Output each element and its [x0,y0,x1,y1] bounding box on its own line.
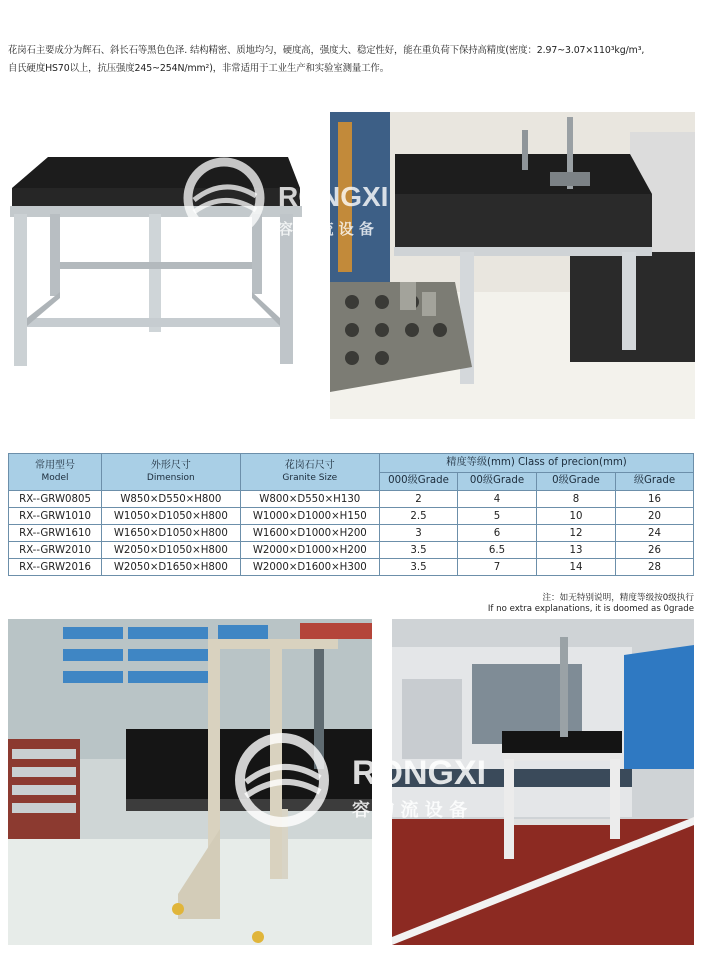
header-grade-1: 级Grade [615,472,693,491]
cell-dimension: W850×D550×H800 [102,491,240,508]
cell-grade-1: 20 [615,508,693,525]
cell-grade-1: 26 [615,542,693,559]
note-cn: 注：如无特别说明，精度等级按0级执行 [542,593,694,603]
cell-model: RX--GRW1610 [9,525,102,542]
cell-granite: W1000×D1000×H150 [240,508,379,525]
application-photo-lab [8,619,372,945]
header-dimension-en: Dimension [146,473,195,483]
intro-line-1: 花岗石主要成分为辉石、斜长石等黑色色泽. 结构精密、质地均匀，硬度高，强度大、稳定性好，能在重负荷下保持高精度(密度：2.97~3.07×110³kg/m³, [8,45,645,56]
watermark-cn-top: 容 物 流 设 备 [278,220,374,238]
cell-model: RX--GRW2010 [9,542,102,559]
product-photo-workshop-table [330,112,695,419]
table-row [9,542,694,559]
header-grade-group: 精度等级(mm) Class of precion(mm) [380,454,694,473]
note-en: If no extra explanations, it is doomed as 0grade [487,604,694,614]
header-dimension [102,454,240,491]
header-model-cn: 常用型号 [35,460,76,471]
cell-grade-0: 10 [536,508,615,525]
cell-grade-0: 13 [536,542,615,559]
header-grade-000: 000级Grade [380,472,458,491]
cell-granite: W2000×D1000×H200 [240,542,379,559]
watermark-brand-top: RONGXI [278,181,389,212]
cell-granite: W2000×D1600×H300 [240,559,379,576]
cell-grade-000: 3 [380,525,458,542]
cell-grade-00: 6 [458,525,537,542]
note [488,593,694,615]
cell-grade-1: 24 [615,525,693,542]
header-model [9,454,102,491]
cell-grade-00: 5 [458,508,537,525]
cell-grade-0: 8 [536,491,615,508]
cell-grade-000: 2 [380,491,458,508]
spec-table [8,453,694,576]
cell-model: RX--GRW2016 [9,559,102,576]
header-granite-size [240,454,379,491]
header-granite-cn: 花岗石尺寸 [284,460,335,471]
application-photo-machine-shop [392,619,694,945]
cell-grade-1: 28 [615,559,693,576]
cell-grade-00: 6.5 [458,542,537,559]
header-grade-0: 0级Grade [536,472,615,491]
table-row [9,559,694,576]
intro-paragraph [8,42,698,78]
cell-dimension: W2050×D1050×H800 [102,542,240,559]
watermark-cn-bottom: 容 物 流 设 备 [352,800,468,821]
cell-grade-0: 14 [536,559,615,576]
intro-line-2: 自氏硬度HS70以上，抗压强度245~254N/mm²)，非常适用于工业生产和实验室测量工作。 [8,63,389,74]
cell-grade-000: 3.5 [380,542,458,559]
cell-model: RX--GRW0805 [9,491,102,508]
cell-dimension: W2050×D1650×H800 [102,559,240,576]
header-granite-en: Granite Size [282,473,338,483]
cell-dimension: W1650×D1050×H800 [102,525,240,542]
cell-grade-00: 4 [458,491,537,508]
cell-granite: W800×D550×H130 [240,491,379,508]
header-grade-00: 00级Grade [458,472,537,491]
table-row [9,508,694,525]
watermark-brand-bottom: RONGXI [352,754,487,792]
cell-grade-1: 16 [615,491,693,508]
cell-grade-000: 2.5 [380,508,458,525]
header-dimension-cn: 外形尺寸 [150,460,191,471]
table-row [9,525,694,542]
header-model-en: Model [41,473,69,483]
product-photo-granite-table [8,150,310,372]
cell-grade-0: 12 [536,525,615,542]
table-row [9,491,694,508]
cell-model: RX--GRW1010 [9,508,102,525]
cell-grade-000: 3.5 [380,559,458,576]
cell-granite: W1600×D1000×H200 [240,525,379,542]
cell-grade-00: 7 [458,559,537,576]
cell-dimension: W1050×D1050×H800 [102,508,240,525]
